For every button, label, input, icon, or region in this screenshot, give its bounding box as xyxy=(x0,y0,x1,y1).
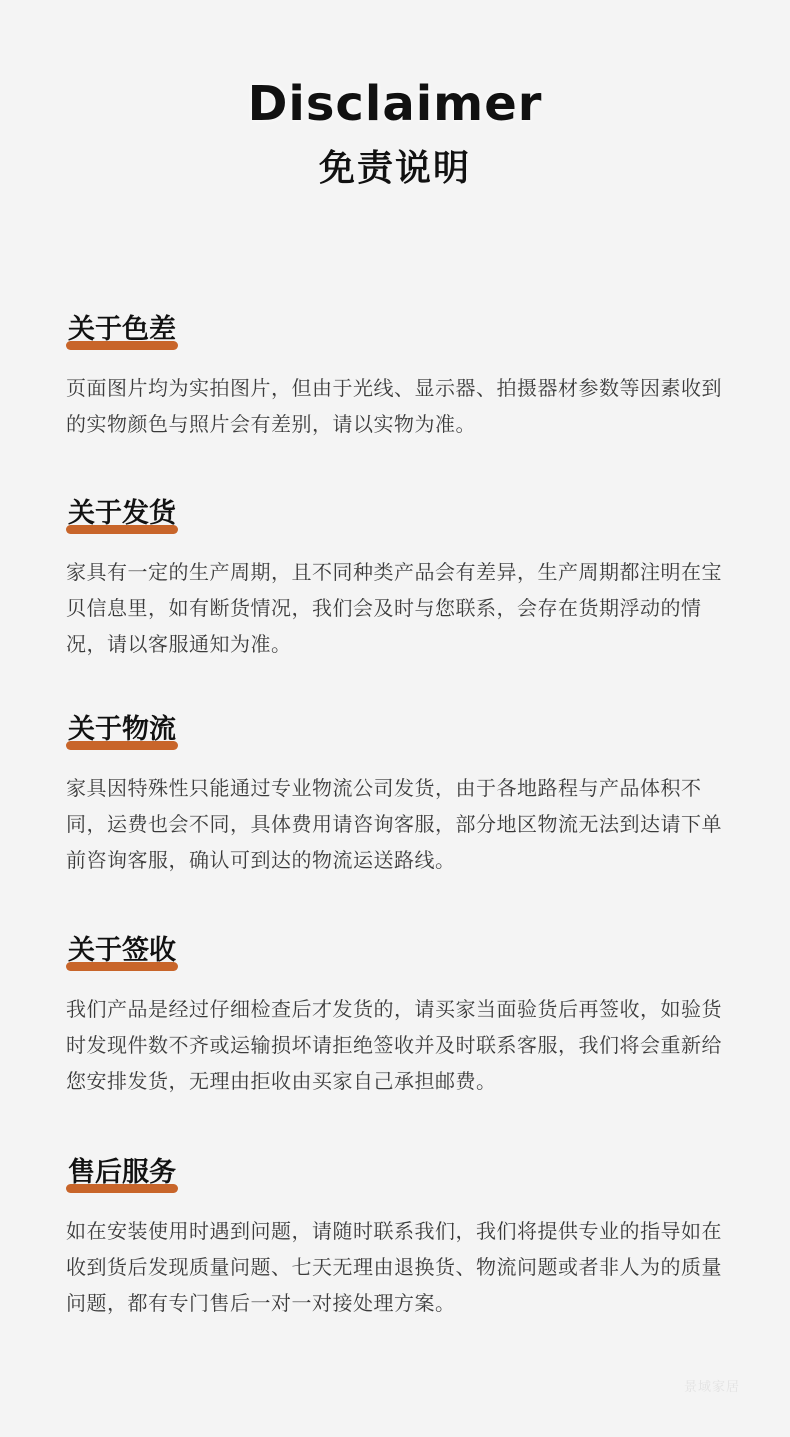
page-header xyxy=(0,74,790,194)
section-text: 页面图片均为实拍图片，但由于光线、显示器、拍摄器材参数等因素收到的实物颜色与照片会有差别，请以实物为准。 xyxy=(66,376,722,436)
section-heading: 关于发货 xyxy=(66,496,178,532)
section-color-difference xyxy=(66,312,730,442)
page-title: Disclaimer xyxy=(247,76,543,132)
section-heading: 关于色差 xyxy=(66,312,178,348)
section-heading: 关于物流 xyxy=(66,712,178,748)
section-shipping xyxy=(66,496,730,662)
section-text: 我们产品是经过仔细检查后才发货的，请买家当面验货后再签收，如验货时发现件数不齐或运输损坏请拒绝签收并及时联系客服，我们将会重新给您安排发货，无理由拒收由买家自己承担邮费。 xyxy=(66,997,722,1093)
section-heading: 关于签收 xyxy=(66,933,178,969)
watermark: 景域家居 xyxy=(684,1380,741,1395)
section-receipt xyxy=(66,933,730,1099)
section-text: 如在安装使用时遇到问题，请随时联系我们，我们将提供专业的指导如在收到货后发现质量问题、七天无理由退换货、物流问题或者非人为的质量问题，都有专门售后一对一对接处理方案。 xyxy=(66,1219,722,1315)
section-text: 家具有一定的生产周期，且不同种类产品会有差异，生产周期都注明在宝贝信息里，如有断货情况，我们会及时与您联系，会存在货期浮动的情况，请以客服通知为准。 xyxy=(66,560,722,656)
section-heading: 售后服务 xyxy=(66,1155,178,1191)
section-logistics xyxy=(66,712,730,878)
page-subtitle: 免责说明 xyxy=(318,148,471,189)
section-text: 家具因特殊性只能通过专业物流公司发货，由于各地路程与产品体积不同，运费也会不同，具体费用请咨询客服，部分地区物流无法到达请下单前咨询客服，确认可到达的物流运送路线。 xyxy=(66,776,722,872)
section-after-sales xyxy=(66,1155,730,1321)
